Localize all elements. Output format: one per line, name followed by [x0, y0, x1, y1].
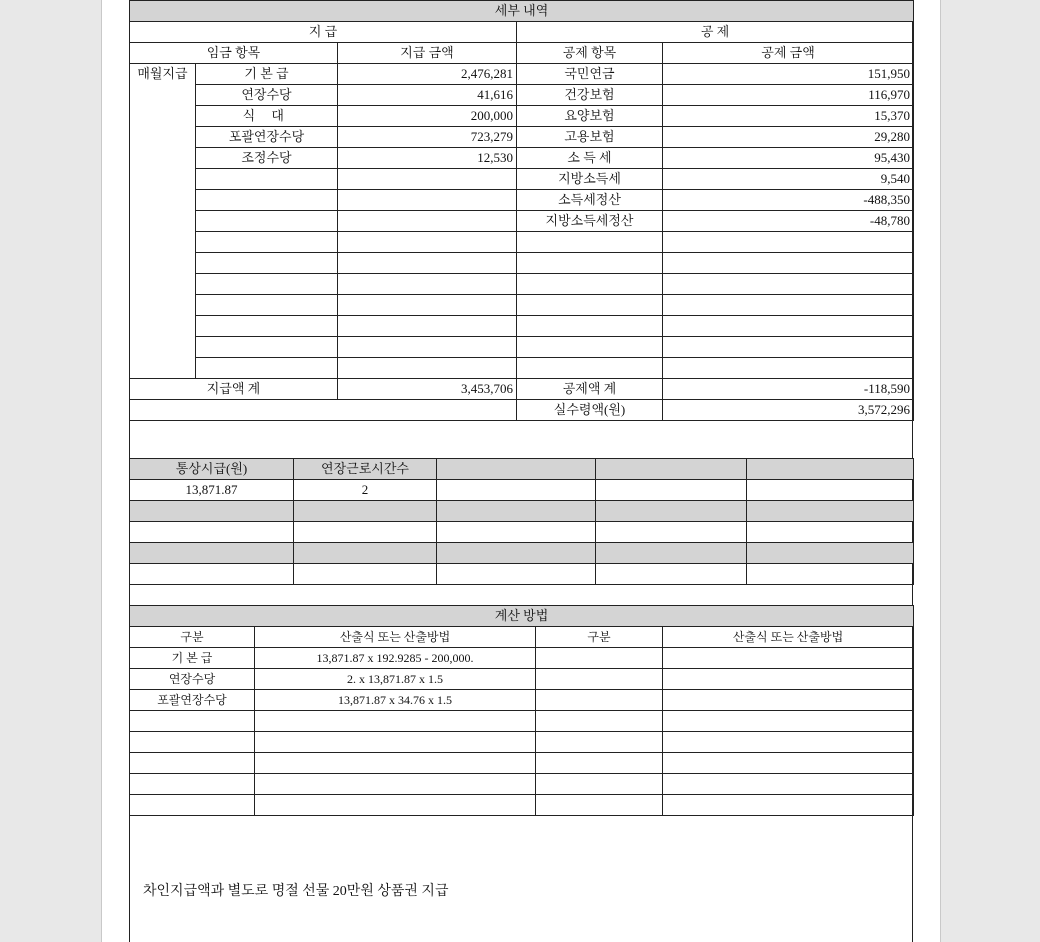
empty-cell — [747, 543, 914, 564]
table-row — [130, 648, 914, 669]
hourly-wage-value: 13,871.87 — [130, 480, 294, 501]
pay-item-amount: 200,000 — [338, 106, 517, 127]
pay-item-amount: 2,476,281 — [338, 64, 517, 85]
overtime-hours-value: 2 — [294, 480, 437, 501]
pay-item-label: 포괄연장수당 — [196, 127, 338, 148]
empty-cell — [255, 711, 536, 732]
empty-cell — [196, 190, 338, 211]
pay-item-amount: 723,279 — [338, 127, 517, 148]
empty-cell — [596, 501, 747, 522]
table-row — [130, 480, 914, 501]
table-row — [130, 795, 914, 816]
table-row — [130, 669, 914, 690]
method-div: 연장수당 — [130, 669, 255, 690]
empty-cell — [663, 732, 914, 753]
pay-item-amount: 41,616 — [338, 85, 517, 106]
empty-cell — [294, 522, 437, 543]
deduct-item-label: 지방소득세 — [517, 169, 663, 190]
empty-cell — [437, 480, 596, 501]
table-row — [130, 106, 914, 127]
empty-cell — [196, 337, 338, 358]
empty-cell — [196, 253, 338, 274]
pay-item-label: 조정수당 — [196, 148, 338, 169]
table-row — [130, 690, 914, 711]
empty-cell — [747, 480, 914, 501]
empty-cell — [437, 459, 596, 480]
method-col-formula-2: 산출식 또는 산출방법 — [663, 627, 914, 648]
deduct-item-label: 건강보험 — [517, 85, 663, 106]
table-row — [130, 606, 914, 627]
hourly-wage-table — [129, 458, 914, 585]
pay-item-label: 기 본 급 — [196, 64, 338, 85]
method-formula: 13,871.87 x 192.9285 - 200,000. — [255, 648, 536, 669]
deduct-item-label: 고용보험 — [517, 127, 663, 148]
empty-cell — [663, 337, 914, 358]
totals-row — [130, 379, 914, 400]
deduct-item-amount: -488,350 — [663, 190, 914, 211]
monthly-label: 매월지급 — [130, 64, 196, 379]
empty-cell — [663, 753, 914, 774]
empty-cell — [196, 358, 338, 379]
pay-total-label: 지급액 계 — [130, 379, 338, 400]
table-row — [130, 211, 914, 232]
empty-cell — [517, 232, 663, 253]
empty-cell — [536, 795, 663, 816]
net-label: 실수령액(원) — [517, 400, 663, 421]
overtime-hours-header: 연장근로시간수 — [294, 459, 437, 480]
method-col-formula: 산출식 또는 산출방법 — [255, 627, 536, 648]
table-row — [130, 190, 914, 211]
empty-cell — [536, 774, 663, 795]
empty-cell — [338, 232, 517, 253]
empty-cell — [596, 459, 747, 480]
calculation-method-table — [129, 605, 914, 816]
empty-cell — [196, 316, 338, 337]
deduct-item-amount: 15,370 — [663, 106, 914, 127]
net-amount: 3,572,296 — [663, 400, 914, 421]
table-row — [130, 169, 914, 190]
table-row — [130, 64, 914, 85]
table-row — [130, 295, 914, 316]
empty-cell — [663, 274, 914, 295]
empty-cell — [338, 274, 517, 295]
empty-cell — [130, 522, 294, 543]
empty-cell — [517, 295, 663, 316]
deduct-header: 공 제 — [517, 22, 914, 43]
empty-cell — [747, 459, 914, 480]
pay-item-label: 연장수당 — [196, 85, 338, 106]
empty-cell — [130, 543, 294, 564]
empty-cell — [196, 232, 338, 253]
table-row — [130, 85, 914, 106]
empty-cell — [338, 169, 517, 190]
method-col-div: 구분 — [130, 627, 255, 648]
empty-cell — [596, 543, 747, 564]
empty-cell — [130, 774, 255, 795]
table-row — [130, 543, 914, 564]
empty-cell — [747, 564, 914, 585]
empty-cell — [338, 211, 517, 232]
pay-header: 지 급 — [130, 22, 517, 43]
empty-cell — [663, 669, 914, 690]
deduct-item-label: 요양보험 — [517, 106, 663, 127]
empty-cell — [536, 753, 663, 774]
pay-item-label-text: 식 대 — [242, 108, 291, 123]
table-row — [130, 337, 914, 358]
table-row — [130, 501, 914, 522]
empty-cell — [536, 648, 663, 669]
pay-item-label — [196, 106, 338, 127]
empty-cell — [437, 522, 596, 543]
table-row — [130, 232, 914, 253]
table-row — [130, 732, 914, 753]
hourly-wage-header: 통상시급(원) — [130, 459, 294, 480]
table-row — [130, 711, 914, 732]
empty-cell — [536, 669, 663, 690]
table-row — [130, 274, 914, 295]
empty-cell — [596, 522, 747, 543]
table-row — [130, 627, 914, 648]
table-row — [130, 253, 914, 274]
empty-cell — [255, 732, 536, 753]
empty-cell — [338, 190, 517, 211]
method-formula: 13,871.87 x 34.76 x 1.5 — [255, 690, 536, 711]
empty-cell — [536, 690, 663, 711]
empty-cell — [255, 753, 536, 774]
deduct-item-amount: 151,950 — [663, 64, 914, 85]
empty-cell — [663, 358, 914, 379]
empty-cell — [437, 564, 596, 585]
col-deduct-amount: 공제 금액 — [663, 43, 914, 64]
empty-cell — [130, 400, 517, 421]
empty-cell — [517, 337, 663, 358]
deduct-total-label: 공제액 계 — [517, 379, 663, 400]
empty-cell — [294, 501, 437, 522]
empty-cell — [536, 732, 663, 753]
empty-cell — [517, 253, 663, 274]
empty-cell — [536, 711, 663, 732]
empty-cell — [130, 711, 255, 732]
remarks-note: 차인지급액과 별도로 명절 선물 20만원 상품권 지급 — [143, 884, 449, 899]
empty-cell — [663, 295, 914, 316]
empty-cell — [747, 501, 914, 522]
empty-cell — [517, 316, 663, 337]
empty-cell — [517, 274, 663, 295]
empty-cell — [196, 169, 338, 190]
empty-cell — [663, 316, 914, 337]
empty-cell — [663, 253, 914, 274]
col-pay-amount: 지급 금액 — [338, 43, 517, 64]
empty-cell — [663, 795, 914, 816]
table-row — [130, 774, 914, 795]
table-row — [130, 459, 914, 480]
col-deduct-item: 공제 항목 — [517, 43, 663, 64]
deduct-item-amount: 116,970 — [663, 85, 914, 106]
deduct-item-label: 지방소득세정산 — [517, 211, 663, 232]
empty-cell — [130, 753, 255, 774]
empty-cell — [338, 316, 517, 337]
method-title: 계산 방법 — [130, 606, 914, 627]
table-row — [130, 564, 914, 585]
empty-cell — [130, 564, 294, 585]
empty-cell — [196, 295, 338, 316]
empty-cell — [747, 522, 914, 543]
method-formula: 2. x 13,871.87 x 1.5 — [255, 669, 536, 690]
empty-cell — [517, 358, 663, 379]
empty-cell — [294, 543, 437, 564]
method-div: 포괄연장수당 — [130, 690, 255, 711]
table-row — [130, 358, 914, 379]
empty-cell — [294, 564, 437, 585]
table-row — [130, 316, 914, 337]
empty-cell — [663, 711, 914, 732]
table-row — [130, 148, 914, 169]
empty-cell — [663, 690, 914, 711]
deduct-item-amount: 29,280 — [663, 127, 914, 148]
empty-cell — [663, 232, 914, 253]
deduct-item-amount: 95,430 — [663, 148, 914, 169]
empty-cell — [596, 564, 747, 585]
net-row — [130, 400, 914, 421]
empty-cell — [338, 358, 517, 379]
empty-cell — [663, 774, 914, 795]
empty-cell — [338, 253, 517, 274]
deduct-total-amount: -118,590 — [663, 379, 914, 400]
empty-cell — [663, 648, 914, 669]
table-row — [130, 522, 914, 543]
empty-cell — [255, 795, 536, 816]
col-pay-item: 임금 항목 — [130, 43, 338, 64]
empty-cell — [196, 211, 338, 232]
empty-cell — [437, 501, 596, 522]
empty-cell — [255, 774, 536, 795]
empty-cell — [338, 337, 517, 358]
empty-cell — [130, 501, 294, 522]
empty-cell — [338, 295, 517, 316]
payslip-detail-table — [129, 0, 914, 421]
table-row — [130, 753, 914, 774]
table-row — [130, 127, 914, 148]
empty-cell — [130, 795, 255, 816]
pay-total-amount: 3,453,706 — [338, 379, 517, 400]
deduct-item-amount: 9,540 — [663, 169, 914, 190]
deduct-item-label: 소득세정산 — [517, 190, 663, 211]
empty-cell — [196, 274, 338, 295]
deduct-item-amount: -48,780 — [663, 211, 914, 232]
method-col-div-2: 구분 — [536, 627, 663, 648]
deduct-item-label: 소 득 세 — [517, 148, 663, 169]
empty-cell — [130, 732, 255, 753]
method-div: 기 본 급 — [130, 648, 255, 669]
detail-title: 세부 내역 — [130, 1, 914, 22]
pay-item-amount: 12,530 — [338, 148, 517, 169]
deduct-item-label: 국민연금 — [517, 64, 663, 85]
empty-cell — [437, 543, 596, 564]
empty-cell — [596, 480, 747, 501]
